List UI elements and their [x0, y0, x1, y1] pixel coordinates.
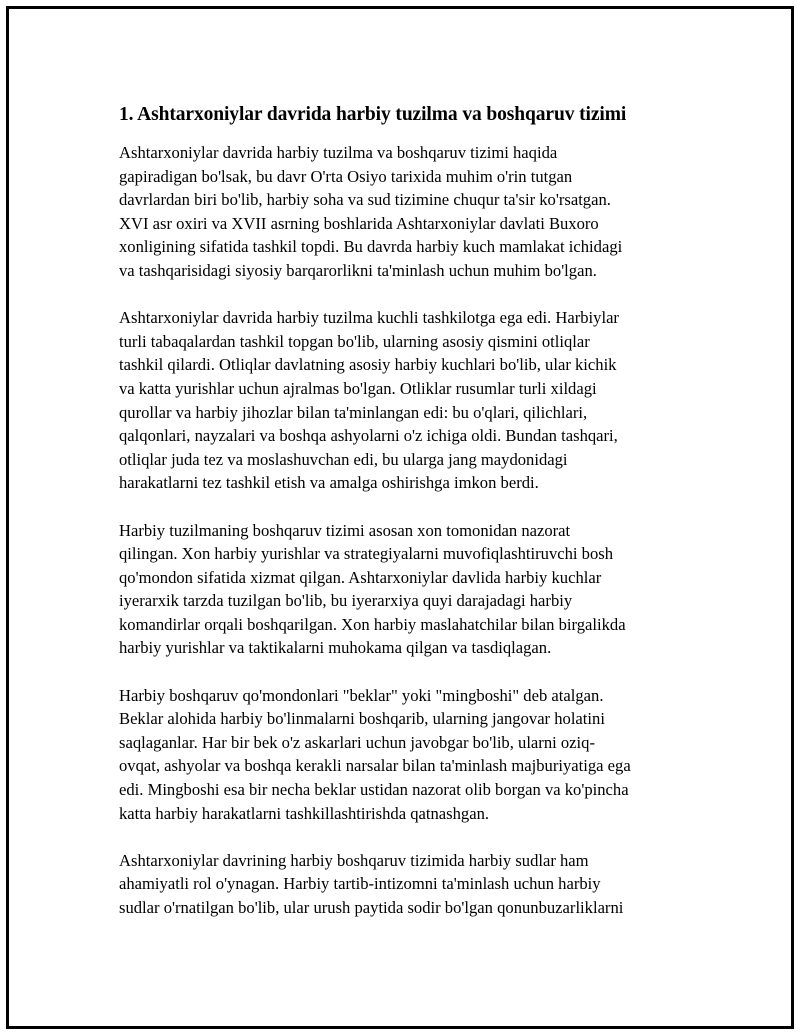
text-line: turli tabaqalardan tashkil topgan bo'lib, ularning asosiy qismini otliqlar — [119, 331, 590, 351]
text-line: xonligining sifatida tashkil topdi. Bu davrda harbiy kuch mamlakat ichidagi — [119, 237, 623, 257]
text-line: va katta yurishlar uchun ajralmas bo'lgan. Otliklar rusumlar turli xildagi — [119, 378, 597, 398]
paragraph-4 — [119, 684, 699, 826]
text-line: harakatlarni tez tashkil etish va amalga oshirishga imkon berdi. — [119, 473, 539, 493]
text-line: qilingan. Xon harbiy yurishlar va strategiyalarni muvofiqlashtiruvchi bosh — [119, 544, 614, 564]
text-line: qalqonlari, nayzalari va boshqa ashyolarni o'z ichiga oldi. Bundan tashqari, — [119, 426, 618, 446]
text-line: qurollar va harbiy jihozlar bilan ta'minlangan edi: bu o'qlari, qilichlari, — [119, 402, 588, 422]
text-line: katta harbiy harakatlarni tashkillashtirishda qatnashgan. — [119, 803, 490, 823]
text-line: otliqlar juda tez va moslashuvchan edi, bu ularga jang maydonidagi — [119, 449, 568, 469]
section-heading: 1. Ashtarxoniylar davrida harbiy tuzilma va boshqaruv tizimi — [119, 104, 627, 125]
text-line: Ashtarxoniylar davrida harbiy tuzilma va boshqaruv tizimi haqida — [119, 143, 558, 162]
text-line: iyerarxik tarzda tuzilgan bo'lib, bu iyerarxiya quyi darajadagi harbiy — [119, 591, 573, 611]
document-body — [119, 101, 699, 943]
text-line: qo'mondon sifatida xizmat qilgan. Ashtarxoniylar davlida harbiy kuchlar — [119, 567, 602, 587]
text-line: XVI asr oxiri va XVII asrning boshlarida Ashtarxoniylar davlati Buxoro — [119, 213, 599, 233]
text-line: davrlardan biri bo'lib, harbiy soha va sud tizimine chuqur ta'sir ko'rsatgan. — [119, 190, 611, 210]
text-line: gapiradigan bo'lsak, bu davr O'rta Osiyo tarixida muhim o'rin tutgan — [119, 166, 573, 186]
text-line: harbiy yurishlar va taktikalarni muhokama qilgan va tasdiqlagan. — [119, 638, 552, 658]
paragraph-2 — [119, 306, 699, 495]
text-line: ahamiyatli rol o'ynagan. Harbiy tartib-intizomni ta'minlash uchun harbiy — [119, 874, 601, 894]
text-line: sudlar o'rnatilgan bo'lib, ular urush paytida sodir bo'lgan qonunbuzarliklarni — [119, 898, 624, 917]
paragraph-3 — [119, 519, 699, 661]
text-line: Beklar alohida harbiy bo'linmalarni boshqarib, ularning jangovar holatini — [119, 709, 605, 729]
text-line: ovqat, ashyolar va boshqa kerakli narsalar bilan ta'minlash majburiyatiga ega — [119, 756, 631, 776]
paragraph-5 — [119, 849, 699, 920]
text-line: tashkil qilardi. Otliqlar davlatning asosiy harbiy kuchlari bo'lib, ular kichik — [119, 355, 617, 375]
text-line: va tashqarisidagi siyosiy barqarorlikni ta'minlash uchun muhim bo'lgan. — [119, 260, 597, 280]
text-line: edi. Mingboshi esa bir necha beklar ustidan nazorat olib borgan va ko'pincha — [119, 780, 629, 800]
text-line: Ashtarxoniylar davrining harbiy boshqaruv tizimida harbiy sudlar ham — [119, 850, 589, 870]
text-line: Harbiy boshqaruv qo'mondonlari "beklar" yoki "mingboshi" deb atalgan. — [119, 685, 604, 705]
text-line: Harbiy tuzilmaning boshqaruv tizimi asosan xon tomonidan nazorat — [119, 520, 571, 540]
paragraph-1 — [119, 141, 699, 283]
text-line: saqlaganlar. Har bir bek o'z askarlari uchun javobgar bo'lib, ularni oziq- — [119, 732, 595, 752]
text-line: Ashtarxoniylar davrida harbiy tuzilma kuchli tashkilotga ega edi. Harbiylar — [119, 308, 619, 328]
page-frame — [6, 6, 794, 1029]
text-line: komandirlar orqali boshqarilgan. Xon harbiy maslahatchilar bilan birgalikda — [119, 614, 626, 634]
